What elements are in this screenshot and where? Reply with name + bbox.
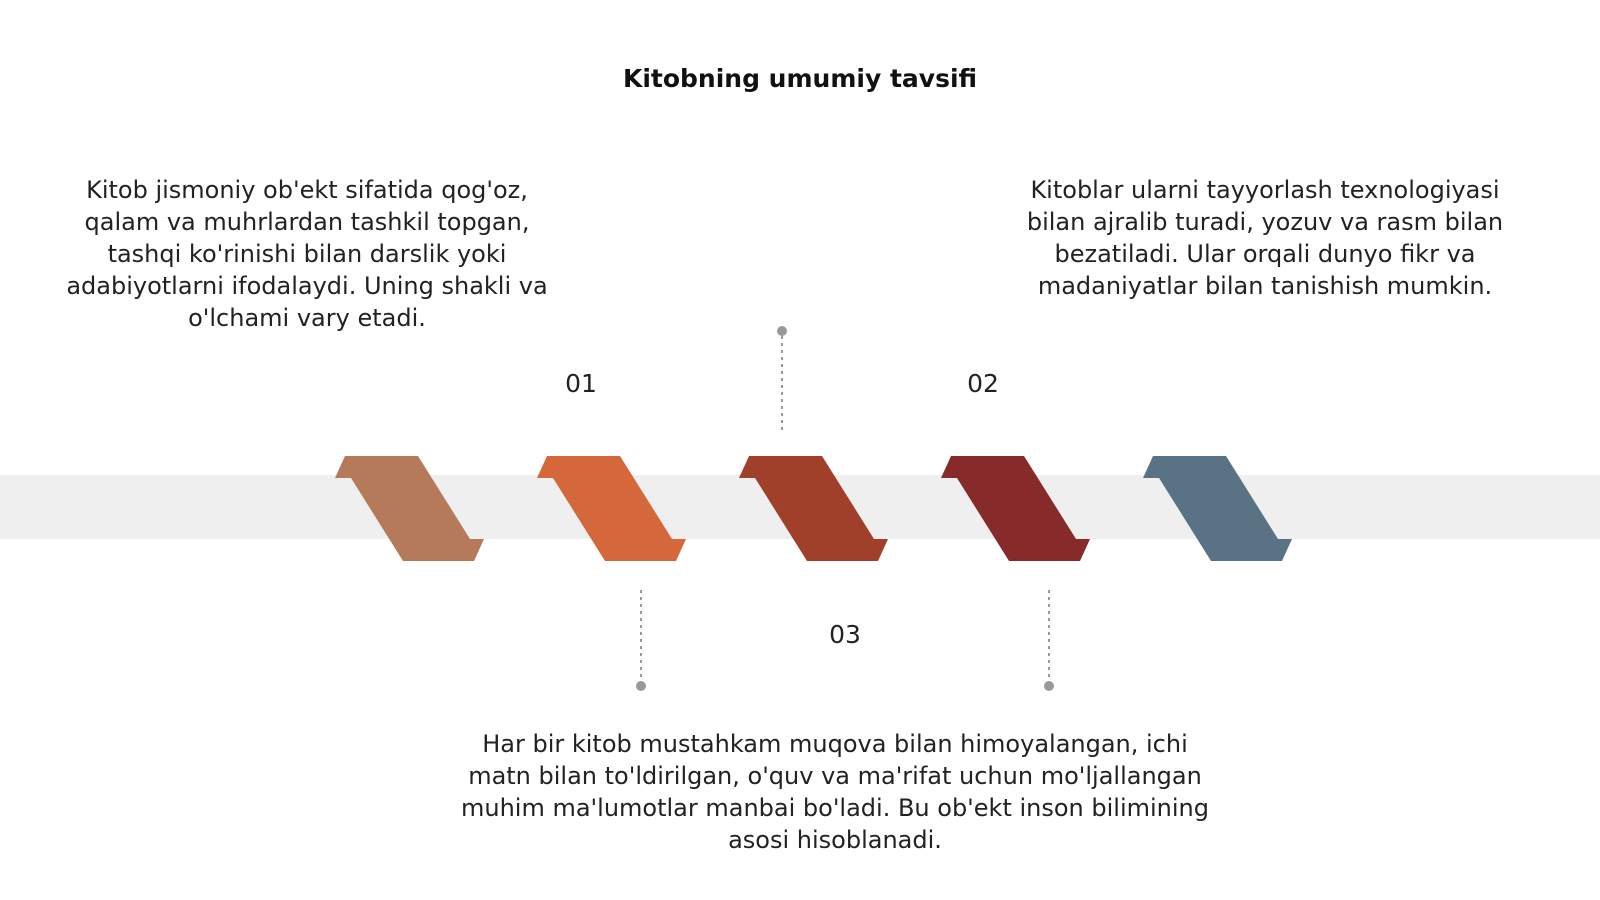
connector-bottom-left — [636, 590, 646, 691]
step-1-number: 01 — [565, 369, 597, 398]
step-2-number: 02 — [967, 369, 999, 398]
step-3-number: 03 — [829, 620, 861, 649]
connector-bottom-left-dot — [636, 681, 646, 691]
step-2-description: Kitoblar ularni tayyorlash texnologiyasi bilan ajralib turadi, yozuv va rasm bilan bezatiladi. Ular orqali dunyo fikr va madaniyatlar bilan tanishish mumkin. — [1026, 176, 1504, 300]
connector-top — [777, 326, 787, 430]
connector-top-dot — [777, 326, 787, 336]
connector-bottom-right — [1044, 590, 1054, 691]
step-1-description: Kitob jismoniy ob'ekt sifatida qog'oz, qalam va muhrlardan tashkil topgan, tashqi ko'rinishi bilan darslik yoki adabiyotlarni ifodalaydi. Uning shakli va o'lchami vary etadi. — [66, 176, 548, 332]
page-title: Kitobning umumiy tavsifi — [622, 64, 978, 93]
connector-bottom-right-dot — [1044, 681, 1054, 691]
step-3-description: Har bir kitob mustahkam muqova bilan himoyalangan, ichi matn bilan to'ldirilgan, o'quv va ma'rifat uchun mo'ljallangan muhim ma'lumotlar manbai bo'ladi. Bu ob'ekt inson bilimining asosi hisoblanadi. — [460, 730, 1209, 854]
